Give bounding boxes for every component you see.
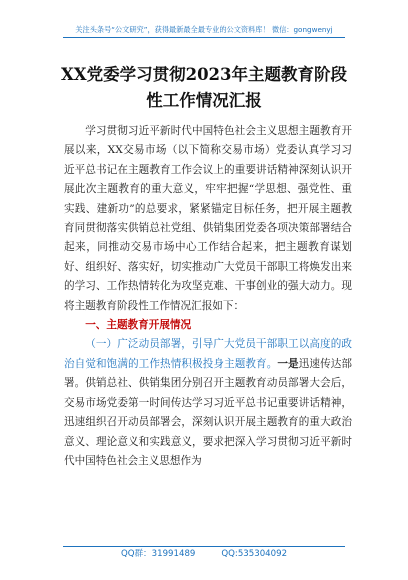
subsection-paragraph xyxy=(64,335,352,471)
subsection-text: 迅速传达部署。供销总社、供销集团分别召开主题教育动员部署大会后，交易市场党委第一时间传达学习习近平总书记重要讲话精神，迅速组织召开动员部署会，深刻认识开展主题教育的重大政治意义、理论意义和实践意义，要求把深入学习贯彻习近平新时代中国特色社会主义思想作为 xyxy=(64,357,353,467)
section-heading: 一、主题教育开展情况 xyxy=(85,319,192,332)
intro-paragraph: 学习贯彻习近平新时代中国特色社会主义思想主题教育开展以来，XX交易市场（以下简称交易市场）党委认真学习习近平总书记在主题教育工作会议上的重要讲话精神深刻认识开展此次主题教育的重大意义，牢牢把握“学思想、强党性、重实践、建新功”的总要求，紧紧锚定目标任务，把开展主题教育同贯彻落实供销总社党组、供销集团党委各项决策部署结合起来，同推动交易市场中心工作结合起来，把主题教育谋划好、组织好、落实好，切实推动广大党员干部职工将焕发出来的学习、工作热情转化为攻坚克难、干事创业的强大动力。现将主题教育阶段性工作情况汇报如下： xyxy=(64,125,352,312)
point-marker: 一是 xyxy=(277,357,299,370)
title-line-1: XX党委学习贯彻2023年主题教育阶段 xyxy=(60,65,348,84)
footer-bar xyxy=(63,546,345,563)
document-title xyxy=(60,62,348,114)
document-body xyxy=(64,122,352,471)
subsection-heading: （一）广泛动员部署，引导广大党员干部职工以高度的政治自觉和饱满的工作热情积极投身主题教育。 xyxy=(64,338,352,370)
title-line-2: 性工作情况汇报 xyxy=(146,91,262,110)
footer-qq-group: QQ群：31991489 xyxy=(120,549,196,559)
header-banner: 关注头条号“公文研究”，获得最新最全最专业的公文资料库！ 微信：gongwenyj xyxy=(63,24,345,38)
footer-qq: QQ:535304092 xyxy=(221,549,288,559)
